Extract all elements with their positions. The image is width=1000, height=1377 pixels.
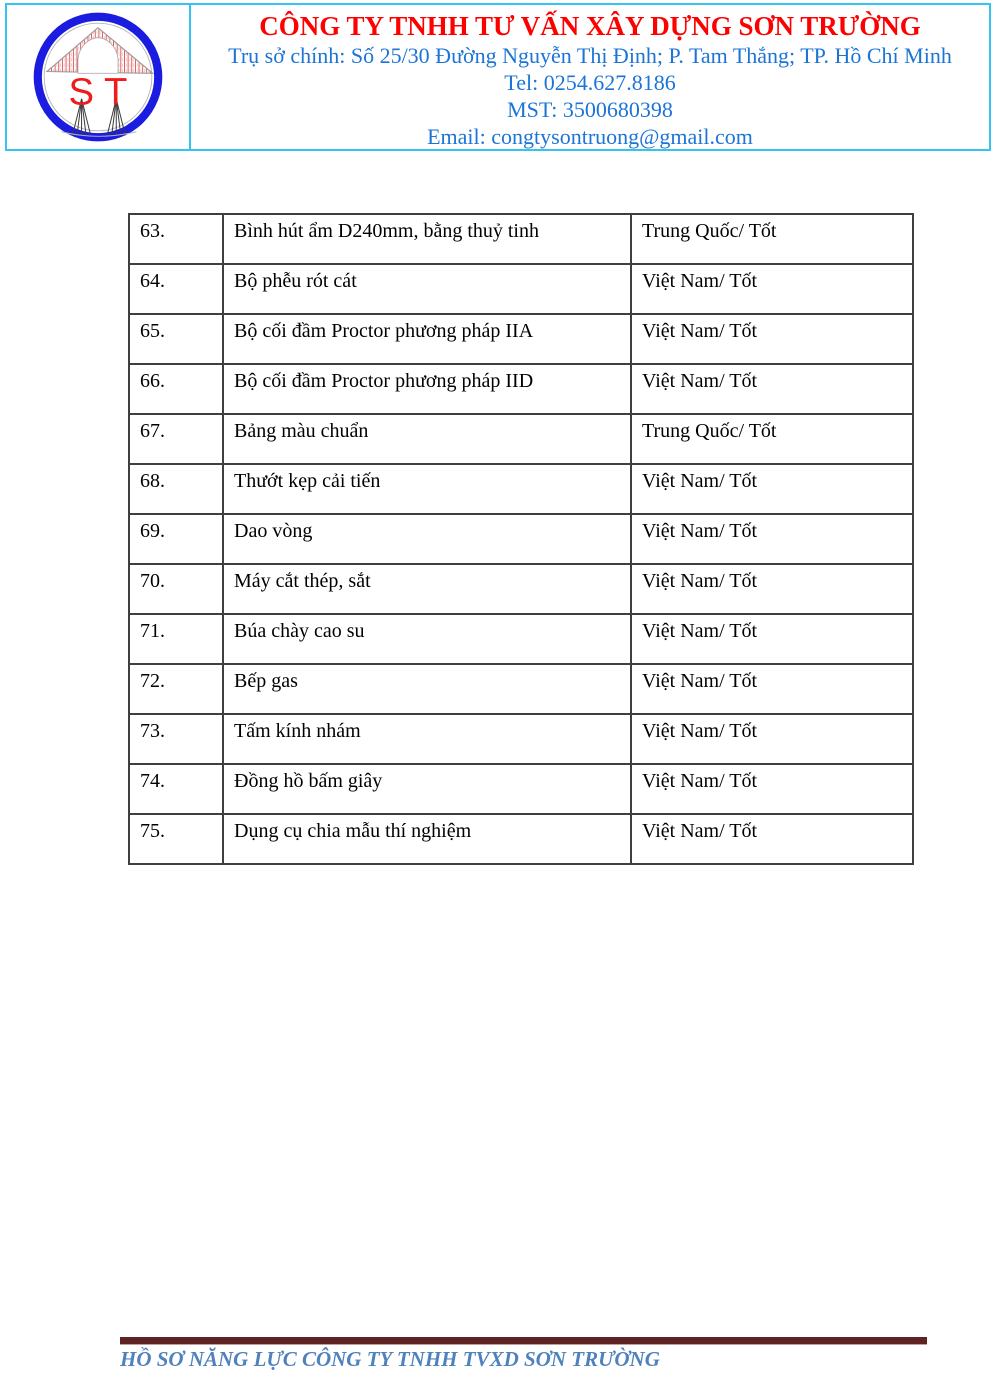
row-number: 63. [129, 214, 223, 264]
row-origin: Việt Nam/ Tốt [631, 564, 913, 614]
table-row [129, 764, 913, 814]
company-tel: Tel: 0254.627.8186 [504, 70, 676, 95]
company-name: CÔNG TY TNHH TƯ VẤN XÂY DỰNG SƠN TRƯỜNG [259, 11, 921, 41]
table-row [129, 414, 913, 464]
row-name: Bộ cối đầm Proctor phương pháp IID [223, 364, 631, 414]
row-name: Tấm kính nhám [223, 714, 631, 764]
logo-letters: S T [68, 70, 128, 114]
table-row [129, 614, 913, 664]
row-name: Dụng cụ chia mẫu thí nghiệm [223, 814, 631, 864]
row-number: 66. [129, 364, 223, 414]
row-name: Bếp gas [223, 664, 631, 714]
row-origin: Việt Nam/ Tốt [631, 614, 913, 664]
row-origin: Việt Nam/ Tốt [631, 764, 913, 814]
company-logo-icon [25, 7, 171, 147]
table-row [129, 714, 913, 764]
row-number: 75. [129, 814, 223, 864]
row-number: 68. [129, 464, 223, 514]
row-origin: Việt Nam/ Tốt [631, 464, 913, 514]
row-name: Búa chày cao su [223, 614, 631, 664]
row-number: 64. [129, 264, 223, 314]
row-number: 73. [129, 714, 223, 764]
row-name: Đồng hồ bấm giây [223, 764, 631, 814]
table-row [129, 664, 913, 714]
logo-cell [7, 5, 191, 149]
row-origin: Việt Nam/ Tốt [631, 264, 913, 314]
company-email: Email: congtysontruong@gmail.com [427, 124, 753, 149]
table-row [129, 814, 913, 864]
row-name: Dao vòng [223, 514, 631, 564]
row-name: Bình hút ẩm D240mm, bằng thuỷ tinh [223, 214, 631, 264]
row-number: 65. [129, 314, 223, 364]
company-header [5, 3, 991, 151]
row-name: Bộ cối đầm Proctor phương pháp IIA [223, 314, 631, 364]
table-row [129, 314, 913, 364]
row-origin: Việt Nam/ Tốt [631, 314, 913, 364]
footer-divider [120, 1337, 927, 1345]
company-mst: MST: 3500680398 [507, 97, 673, 122]
row-origin: Việt Nam/ Tốt [631, 814, 913, 864]
row-origin: Trung Quốc/ Tốt [631, 414, 913, 464]
row-name: Thướt kẹp cải tiến [223, 464, 631, 514]
table-row [129, 264, 913, 314]
row-name: Máy cắt thép, sắt [223, 564, 631, 614]
row-name: Bộ phễu rót cát [223, 264, 631, 314]
row-number: 74. [129, 764, 223, 814]
row-origin: Việt Nam/ Tốt [631, 664, 913, 714]
table-row [129, 464, 913, 514]
table-row [129, 364, 913, 414]
table-row [129, 564, 913, 614]
company-info [191, 5, 989, 149]
row-origin: Việt Nam/ Tốt [631, 364, 913, 414]
row-number: 71. [129, 614, 223, 664]
table-row [129, 514, 913, 564]
row-number: 72. [129, 664, 223, 714]
equipment-table [128, 213, 914, 865]
row-number: 69. [129, 514, 223, 564]
row-origin: Việt Nam/ Tốt [631, 714, 913, 764]
company-address: Trụ sở chính: Số 25/30 Đường Nguyễn Thị Định; P. Tam Thắng; TP. Hồ Chí Minh [228, 43, 952, 68]
row-origin: Trung Quốc/ Tốt [631, 214, 913, 264]
row-number: 67. [129, 414, 223, 464]
table-row [129, 214, 913, 264]
row-name: Bảng màu chuẩn [223, 414, 631, 464]
row-number: 70. [129, 564, 223, 614]
equipment-table-body [129, 214, 913, 864]
footer-text: HỒ SƠ NĂNG LỰC CÔNG TY TNHH TVXD SƠN TRƯỜNG [120, 1347, 660, 1371]
row-origin: Việt Nam/ Tốt [631, 514, 913, 564]
